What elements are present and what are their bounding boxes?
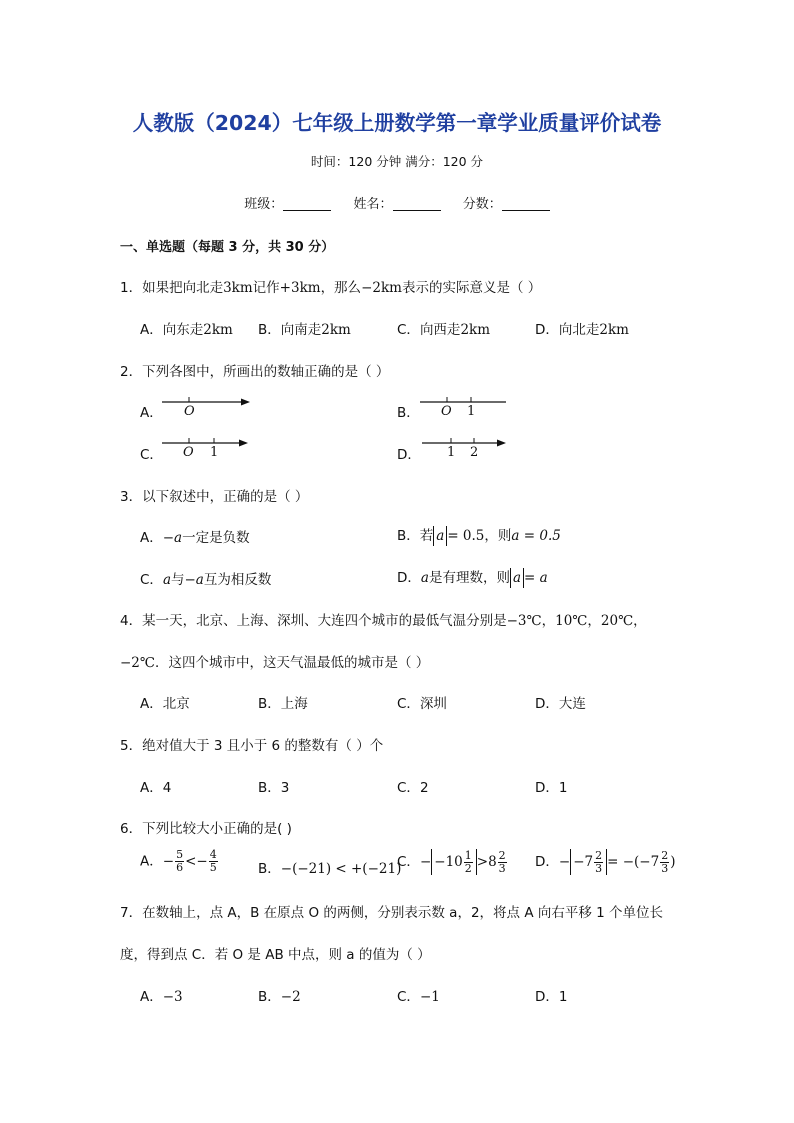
tick-label: O xyxy=(184,404,195,419)
score-blank[interactable] xyxy=(502,196,550,211)
question-1-stem: 1．如果把向北走3km记作+3km，那么−2km表示的实际意义是（ ） xyxy=(120,280,542,296)
q4-option-c[interactable]: C．深圳 xyxy=(397,696,447,712)
q7-option-c[interactable]: C．−1 xyxy=(397,989,440,1005)
q6-option-c[interactable]: C．− −10 $\frac{1}{2}$ >8 $\frac{2}{3}$ xyxy=(397,848,506,875)
q2-option-d-label[interactable]: D． xyxy=(397,447,421,463)
question-4-stem-line2: −2℃．这四个城市中，这天气温最低的城市是（ ） xyxy=(120,655,430,671)
exam-meta: 时间：120 分钟 满分：120 分 xyxy=(310,154,484,169)
q6-option-b[interactable]: B．−(−21) < +(−21) xyxy=(258,861,402,877)
question-6-stem: 6．下列比较大小正确的是( ) xyxy=(120,821,292,837)
q3-option-b[interactable]: B．若 a = 0.5，则a = 0.5 xyxy=(397,528,561,544)
tick-label: 2 xyxy=(470,445,479,460)
q7-option-b[interactable]: B．−2 xyxy=(258,989,301,1005)
q1-option-d[interactable]: D．向北走2km xyxy=(535,322,629,338)
q2-number-line-a xyxy=(162,393,252,421)
score-label: 分数： xyxy=(462,197,502,212)
q6-option-d[interactable]: D．− −7 $\frac{2}{3}$ = −(−7 $\frac{2}{3}$ ) xyxy=(535,848,676,875)
q2-number-line-d xyxy=(422,434,512,462)
q7-option-d[interactable]: D．1 xyxy=(535,989,568,1005)
q3-option-c[interactable]: C．a与−a互为相反数 xyxy=(140,572,272,588)
q5-option-d[interactable]: D．1 xyxy=(535,780,568,796)
q6-option-a[interactable]: A．− $\frac{5}{6}$ <− $\frac{4}{5}$ xyxy=(140,848,217,874)
q4-option-b[interactable]: B．上海 xyxy=(258,696,308,712)
q2-number-line-c xyxy=(162,434,252,462)
page-title: 人教版（2024）七年级上册数学第一章学业质量评价试卷 xyxy=(132,111,662,135)
tick-label: O xyxy=(441,404,452,419)
q7-option-a[interactable]: A．−3 xyxy=(140,989,183,1005)
q2-option-c-label[interactable]: C． xyxy=(140,447,163,463)
question-2-stem: 2．下列各图中，所画出的数轴正确的是（ ） xyxy=(120,364,390,380)
question-7-stem-line1: 7．在数轴上，点 A，B 在原点 O 的两侧，分别表示数 a，2，将点 A 向右平移 1 个单位长 xyxy=(120,905,664,921)
tick-label: 1 xyxy=(467,404,476,419)
question-4-stem-line1: 4．某一天，北京、上海、深圳、大连四个城市的最低气温分别是−3℃，10℃，20℃， xyxy=(120,613,647,629)
q3-option-a[interactable]: A．−a一定是负数 xyxy=(140,530,250,546)
class-label: 班级： xyxy=(244,197,284,212)
tick-label: O xyxy=(183,445,194,460)
question-7-stem-line2: 度，得到点 C．若 O 是 AB 中点，则 a 的值为（ ） xyxy=(120,947,431,963)
q2-option-a-label[interactable]: A． xyxy=(140,405,163,421)
class-blank[interactable] xyxy=(283,196,331,211)
name-blank[interactable] xyxy=(393,196,441,211)
q1-option-c[interactable]: C．向西走2km xyxy=(397,322,491,338)
q3-option-d[interactable]: D．a是有理数，则 a = a xyxy=(397,570,548,586)
q2-option-b-label[interactable]: B． xyxy=(397,405,420,421)
student-info-row xyxy=(0,193,794,212)
q2-number-line-b xyxy=(420,393,510,421)
q5-option-b[interactable]: B．3 xyxy=(258,780,290,796)
q1-option-b[interactable]: B．向南走2km xyxy=(258,322,351,338)
q4-option-d[interactable]: D．大连 xyxy=(535,696,586,712)
name-label: 姓名： xyxy=(353,197,393,212)
question-5-stem: 5．绝对值大于 3 且小于 6 的整数有（ ）个 xyxy=(120,738,384,754)
q1-option-a[interactable]: A．向东走2km xyxy=(140,322,233,338)
question-3-stem: 3．以下叙述中，正确的是（ ） xyxy=(120,489,309,505)
q5-option-a[interactable]: A．4 xyxy=(140,780,172,796)
tick-label: 1 xyxy=(447,445,456,460)
section-heading: 一、单选题（每题 3 分，共 30 分） xyxy=(120,240,335,255)
tick-label: 1 xyxy=(210,445,219,460)
q5-option-c[interactable]: C．2 xyxy=(397,780,429,796)
q4-option-a[interactable]: A．北京 xyxy=(140,696,190,712)
